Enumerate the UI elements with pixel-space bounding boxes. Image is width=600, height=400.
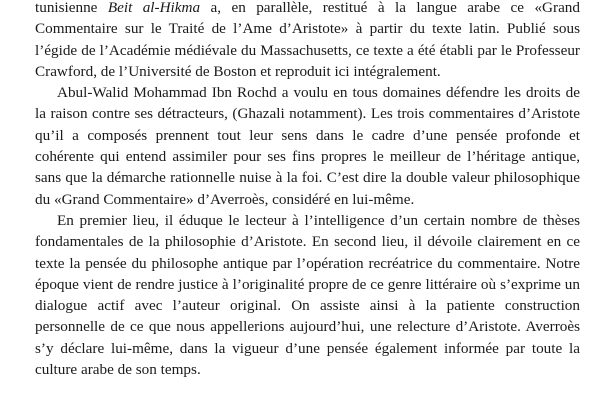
paragraph-2: [35, 82, 580, 210]
paragraph-1-text-b: a, en parallèle, restitué à la langue arabe ce «Grand Commentaire sur le Traité de l’Ame d’Aristote» à partir du texte latin. Publié sous l’égide de l’Académie médiévale du Massachusetts, ce texte a été établi par le Professeur Crawford, de l’Université de Boston et reproduit ici intégralement.: [35, 0, 580, 80]
paragraph-1-text-a: tunisienne: [35, 0, 108, 16]
paragraph-3-text: En premier lieu, il éduque le lecteur à l’intelligence d’un certain nombre de thèses fondamentales de la philosophie d’Aristote. En second lieu, il dévoile clairement en ce texte la pensée du philosophe antique par l’opération recréatrice du commentaire. Notre époque vient de rendre justice à l’originalité propre de ce genre littéraire où s’exprime un dialogue actif avec l’auteur original. On assiste ainsi à la patiente construction personnelle de ce que nous appellerions aujourd’hui, une relecture d’Aristote. Averroès s’y déclare lui-même, dans la vigueur d’une pensée également informée par toute la culture arabe de son temps.: [35, 211, 580, 379]
paragraph-1: [35, 0, 580, 82]
paragraph-1-italic-title: Beit al-Hikma: [107, 0, 201, 16]
paragraph-2-text: Abul-Walid Mohammad Ibn Rochd a voulu en tous domaines défendre les droits de la raison contre ses détracteurs, (Ghazali notamment). Les trois commentaires d’Aristote qu’il a composés prennent tout leur sens dans le cadre d’une pensée profonde et cohérente qui entend assimiler pour ses fins propres le meilleur de l’héritage antique, sans que la démarche rationnelle nuise à la foi. C’est dire la double valeur philosophique du «Grand Commentaire» d’Averroès, considéré en lui-même.: [35, 84, 580, 208]
paragraph-3: [35, 210, 580, 380]
